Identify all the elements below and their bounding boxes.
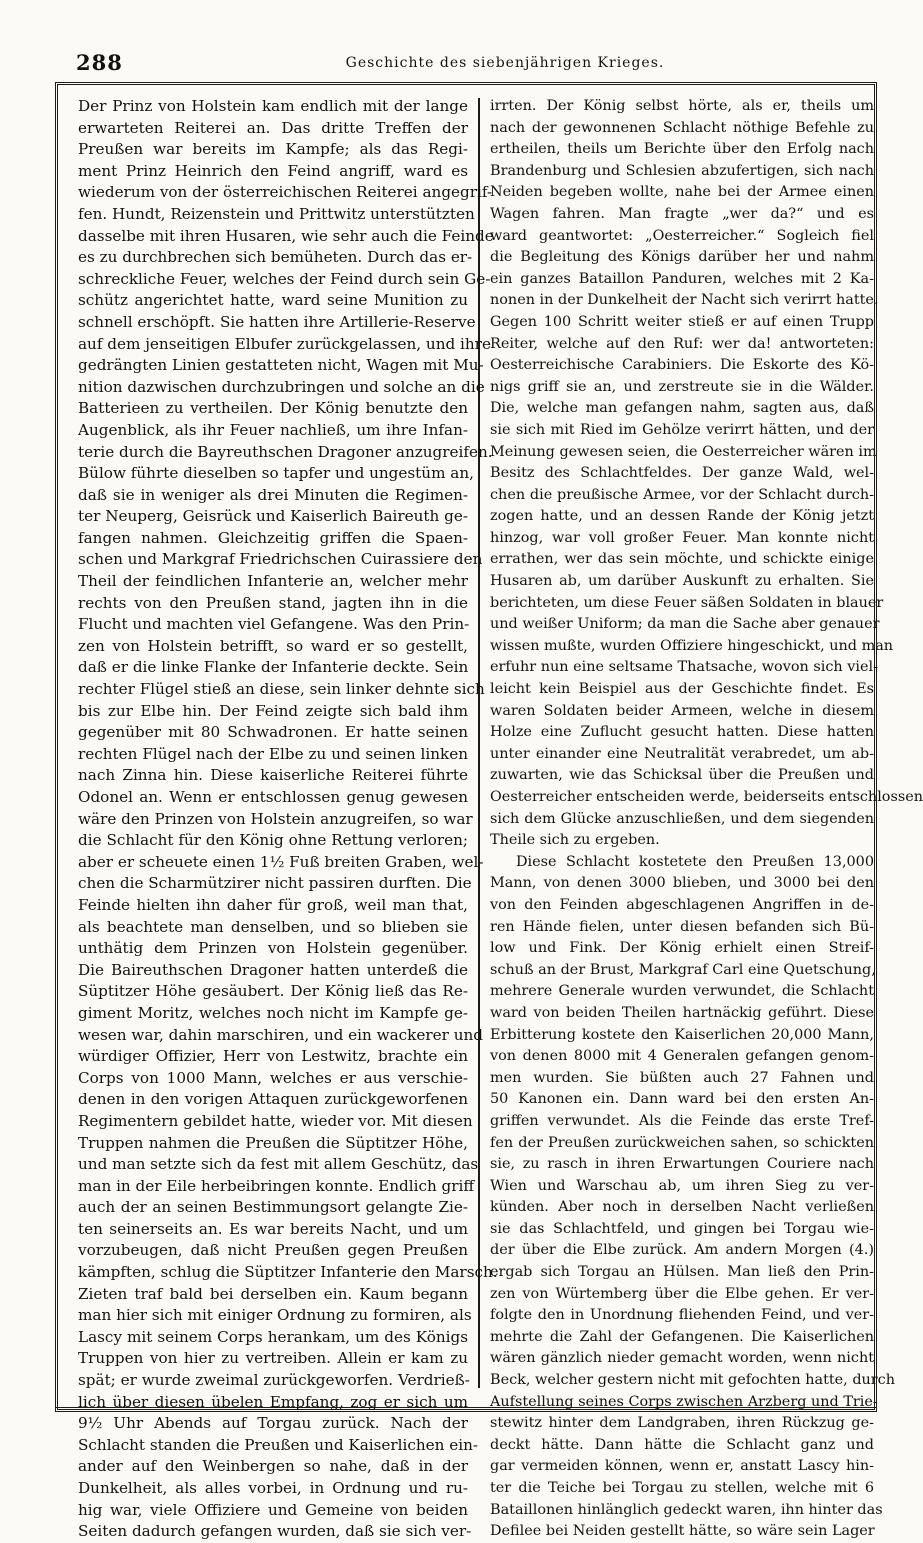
text-line: ward von beiden Theilen hartnäckig geführt. Diese	[490, 1004, 874, 1021]
text-line: zen von Würtemberg über die Elbe gehen. Er ver-	[490, 1285, 874, 1302]
text-line: 9½ Uhr Abends auf Torgau zurück. Nach der	[78, 1414, 468, 1433]
text-line: folgte den in Unordnung fliehenden Feind, und ver-	[490, 1307, 874, 1324]
text-line: chen die preußische Armee, vor der Schlacht durch-	[490, 486, 874, 503]
text-line: mehrte die Zahl der Gefangenen. Die Kaiserlichen	[490, 1328, 874, 1345]
text-line: nach der gewonnenen Schlacht nöthige Befehle zu	[490, 119, 874, 136]
text-line: wären gänzlich nieder gemacht worden, wenn nicht	[490, 1350, 874, 1367]
text-line: Diese Schlacht kostetete den Preußen 13,000	[516, 853, 874, 870]
text-line: Brandenburg und Schlesien abzufertigen, sich nach	[490, 162, 874, 179]
text-line: 50 Kanonen ein. Dann ward bei den ersten An-	[490, 1091, 874, 1108]
text-line: erwarteten Reiterei an. Das dritte Treffen der	[78, 118, 468, 137]
text-line: ter die Teiche bei Torgau zu stellen, welche mit 6	[490, 1480, 874, 1496]
running-title: Geschichte des siebenjährigen Krieges.	[345, 55, 665, 71]
text-line: men wurden. Sie büßten auch 27 Fahnen und	[490, 1069, 874, 1086]
text-line: wesen war, dahin marschiren, und ein wackerer und	[78, 1025, 483, 1044]
text-line: der über die Elbe zurück. Am andern Morgen (4.)	[490, 1242, 874, 1259]
text-line: ergab sich Torgau an Hülsen. Man ließ den Prin-	[490, 1264, 874, 1281]
text-line: mehrere Generale wurden verwundet, die Schlacht	[490, 983, 874, 1000]
text-line: unthätig dem Prinzen von Holstein gegenüber.	[78, 939, 468, 958]
text-line: als beachtete man denselben, und so blieben sie	[78, 917, 468, 936]
text-line: ment Prinz Heinrich den Feind angriff, ward es	[78, 161, 468, 180]
text-line: zen von Holstein betrifft, so ward er so gestellt,	[78, 636, 468, 655]
right-column	[490, 96, 923, 1540]
text-line: berichteten, um diese Feuer säßen Soldaten in blauer	[490, 594, 884, 611]
text-line: nonen in der Dunkelheit der Nacht sich verirrt hatte.	[490, 292, 879, 309]
text-line: Regimentern gebildet hatte, wieder vor. Mit diesen	[78, 1111, 473, 1130]
text-line: schnell erschöpft. Sie hatten ihre Artillerie-Reserve	[78, 312, 476, 331]
page-number: 288	[76, 50, 123, 75]
text-line: ten seinerseits an. Es war bereits Nacht, und um	[78, 1219, 468, 1238]
text-line: Defilee bei Neiden gestellt hätte, so wäre sein Lager	[490, 1523, 875, 1540]
text-line: Augenblick, als ihr Feuer nachließ, um ihre Infan-	[78, 420, 468, 439]
text-line: ward geantwortet: „Oesterreicher.“ Sogleich fiel	[490, 227, 874, 244]
text-line: nigs griff sie an, und zerstreute sie in die Wälder.	[490, 378, 874, 395]
text-line: Wien und Warschau ab, um ihren Sieg zu ver-	[490, 1177, 874, 1194]
text-line: Besitz des Schlachtfeldes. Der ganze Wald, wel-	[490, 465, 874, 482]
text-line: Dunkelheit, als alles vorbei, in Ordnung und ru-	[78, 1479, 468, 1497]
text-line: fen. Hundt, Reizenstein und Prittwitz unterstützten	[78, 204, 475, 223]
text-line: auch der an seinen Bestimmungsort gelangte Zie-	[78, 1198, 468, 1217]
text-line: zuwarten, wie das Schicksal über die Preußen und	[490, 767, 874, 784]
text-line: gedrängten Linien gestatteten nicht, Wagen mit Mu-	[78, 356, 484, 375]
text-line: sie das Schlachtfeld, und gingen bei Torgau wie-	[490, 1220, 874, 1237]
text-line: Neiden begeben wollte, nahe bei der Armee einen	[490, 184, 874, 201]
text-line: erfuhr nun eine seltsame Thatsache, wovon sich viel-	[490, 659, 878, 676]
text-line: gar vermeiden können, wenn er, anstatt Lascy hin-	[490, 1458, 874, 1475]
text-line: hig war, viele Offiziere und Gemeine von beiden	[78, 1500, 468, 1519]
text-line: irrten. Der König selbst hörte, als er, theils um	[490, 98, 874, 114]
text-line: unter einander eine Neutralität verabredet, um ab-	[490, 745, 874, 762]
text-line: rechts von den Preußen stand, jagten ihn in die	[78, 593, 468, 612]
text-line: chen die Scharmützirer nicht passiren durften. Die	[78, 874, 472, 893]
text-line: kämpften, schlug die Süptitzer Infanterie den Marsch.	[78, 1263, 498, 1282]
text-line: dasselbe mit ihren Husaren, wie sehr auch die Feinde	[78, 226, 494, 245]
text-line: Corps von 1000 Mann, welches er aus verschie-	[78, 1068, 468, 1087]
text-line: wäre den Prinzen von Holstein anzugreifen, so war	[78, 809, 473, 828]
text-line: Truppen von hier zu vertreiben. Allein er kam zu	[78, 1349, 468, 1368]
text-line: vorzubeugen, daß nicht Preußen gegen Preußen	[78, 1241, 468, 1260]
text-line: Theile sich zu ergeben.	[490, 832, 660, 849]
text-line: Aufstellung seines Corps zwischen Arzberg und Trie-	[490, 1393, 878, 1410]
text-line: sie, zu rasch in ihren Erwartungen Couriere nach	[490, 1156, 874, 1173]
text-line: Meinung gewesen seien, die Oesterreicher wären im	[490, 443, 877, 460]
text-line: fen der Preußen zurückweichen sahen, so schickten	[490, 1134, 874, 1151]
text-line: ter Neuperg, Geisrück und Kaiserlich Baireuth ge-	[78, 507, 468, 526]
text-line: Bataillonen hinlänglich gedeckt waren, ihn hinter das	[490, 1501, 883, 1518]
text-line: Odonel an. Wenn er entschlossen genug gewesen	[78, 788, 468, 806]
text-line: Oesterreicher entscheiden werde, beiderseits entschlossen	[490, 789, 923, 805]
text-line: künden. Aber noch in derselben Nacht verließen	[490, 1199, 874, 1216]
text-line: Reiter, welche auf den Ruf: wer da! antworteten:	[490, 335, 874, 352]
text-line: hinzog, war voll großer Feuer. Man konnte nicht	[490, 529, 874, 546]
text-line: man in der Eile herbeibringen konnte. Endlich griff	[78, 1176, 475, 1195]
text-line: deckt hätte. Dann hätte die Schlacht ganz und	[490, 1436, 874, 1453]
text-line: waren Soldaten beider Armeen, welche in diesem	[490, 702, 874, 719]
text-line: fangen nahmen. Gleichzeitig griffen die Spaen-	[78, 528, 468, 547]
text-line: Flucht und machten viel Gefangene. Was den Prin-	[78, 615, 470, 634]
text-line: schütz angerichtet hatte, ward seine Munition zu	[78, 291, 468, 310]
text-line: nach Zinna hin. Diese kaiserliche Reiterei führte	[78, 766, 468, 785]
text-line: giment Moritz, welches noch nicht im Kampfe ge-	[78, 1003, 468, 1022]
text-line: denen in den vorigen Attaquen zurückgeworfenen	[78, 1090, 468, 1109]
text-line: Lascy mit seinem Corps herankam, um des Königs	[78, 1327, 468, 1346]
text-line: Gegen 100 Schritt weiter stieß er auf einen Trupp	[490, 313, 874, 330]
left-column	[78, 96, 498, 1541]
text-line: Oesterreichische Carabiniers. Die Eskorte des Kö-	[490, 357, 874, 374]
text-line: zogen hatte, und an dessen Rande der König jetzt	[490, 508, 874, 525]
text-line: wiederum von der österreichischen Reiterei angegrif-	[78, 183, 493, 202]
text-line: man hier sich mit einiger Ordnung zu formiren, als	[78, 1306, 472, 1325]
text-line: Husaren ab, um darüber Auskunft zu erhalten. Sie	[490, 573, 874, 590]
text-line: ertheilen, theils um Berichte über den Erfolg nach	[490, 141, 874, 158]
text-line: sie sich mit Ried im Gehölze verirrt hätten, und der	[490, 421, 874, 438]
text-line: Süptitzer Höhe gesäubert. Der König ließ das Re-	[78, 982, 468, 1001]
text-line: Die, welche man gefangen nahm, sagten aus, daß	[490, 400, 874, 417]
text-line: Mann, von denen 3000 blieben, und 3000 bei den	[490, 875, 874, 892]
text-line: auf dem jenseitigen Elbufer zurückgelassen, und ihre	[78, 334, 491, 353]
text-line: ander auf den Weinbergen so nahe, daß in der	[78, 1457, 468, 1476]
text-line: errathen, wer das sein möchte, und schickte einige	[490, 551, 874, 568]
text-line: leicht kein Beispiel aus der Geschichte findet. Es	[490, 681, 874, 698]
text-line: low und Fink. Der König erhielt einen Streif-	[490, 940, 874, 957]
text-line: ren Hände fielen, unter diesen befanden sich Bü-	[490, 918, 874, 935]
text-line: rechten Flügel nach der Elbe zu und seinen linken	[78, 744, 468, 763]
text-line: Bülow führte dieselben so tapfer und ungestüm an,	[78, 464, 474, 483]
text-line: lich über diesen übelen Empfang, zog er sich um	[78, 1392, 468, 1411]
text-line: Holze eine Zuflucht gesucht hatten. Diese hatten	[490, 724, 874, 741]
text-line: terie durch die Bayreuthschen Dragoner anzugreifen.	[78, 442, 493, 461]
text-line: die Schlacht für den König ohne Rettung verloren;	[78, 831, 468, 850]
text-line: stewitz hinter dem Landgraben, ihren Rückzug ge-	[490, 1415, 874, 1432]
text-line: ein ganzes Bataillon Panduren, welches mit 2 Ka-	[490, 270, 874, 287]
text-line: aber er scheuete einen 1½ Fuß breiten Graben, wel-	[78, 852, 484, 871]
text-line: nition dazwischen durchzubringen und solche an die	[78, 377, 485, 396]
text-line: schen und Markgraf Friedrichschen Cuirassiere den	[78, 550, 483, 569]
text-line: rechter Flügel stieß an diese, sein linker dehnte sich	[78, 680, 485, 699]
text-line: Der Prinz von Holstein kam endlich mit der lange	[78, 97, 468, 115]
text-line: Erbitterung kostete den Kaiserlichen 20,000 Mann,	[490, 1026, 874, 1043]
text-line: gegenüber mit 80 Schwadronen. Er hatte seinen	[78, 723, 468, 742]
text-line: daß sie in weniger als drei Minuten die Regimen-	[78, 485, 468, 504]
text-line: Wagen fahren. Man fragte „wer da?“ und es	[490, 205, 874, 222]
text-line: bis zur Elbe hin. Der Feind zeigte sich bald ihm	[78, 701, 468, 720]
text-line: von den Feinden abgeschlagenen Angriffen in de-	[490, 896, 874, 913]
text-line: Batterieen zu vertheilen. Der König benutzte den	[78, 399, 468, 418]
text-line: Truppen nahmen die Preußen die Süptitzer Höhe,	[78, 1133, 468, 1152]
text-line: Beck, welcher gestern nicht mit gefochten hatte, durch	[490, 1372, 896, 1389]
text-line: würdiger Offizier, Herr von Lestwitz, brachte ein	[78, 1047, 468, 1066]
text-line: schuß an der Brust, Markgraf Carl eine Quetschung,	[490, 961, 876, 978]
text-line: und man setzte sich da fest mit allem Geschütz, das	[78, 1155, 479, 1174]
text-line: von denen 8000 mit 4 Generalen gefangen genom-	[490, 1048, 874, 1065]
text-line: Seiten dadurch gefangen wurden, daß sie sich ver-	[78, 1522, 472, 1541]
text-line: und weißer Uniform; da man die Sache aber genauer	[490, 616, 880, 633]
text-line: sich dem Glücke anzuschließen, und dem siegenden	[490, 810, 874, 827]
text-line: Die Baireuthschen Dragoner hatten unterdeß die	[78, 960, 468, 979]
text-line: Schlacht standen die Preußen und Kaiserlichen ein-	[78, 1435, 479, 1454]
text-line: die Begleitung des Königs darüber her und nahm	[490, 249, 874, 266]
text-line: griffen verwundet. Als die Feinde das erste Tref-	[490, 1112, 874, 1129]
text-line: Feinde hielten ihn daher für groß, weil man that,	[78, 895, 468, 914]
text-line: wissen mußte, wurden Offiziere hingeschickt, und man	[490, 637, 894, 654]
text-line: Preußen war bereits im Kampfe; als das Regi-	[78, 140, 468, 159]
text-line: Theil der feindlichen Infanterie an, welcher mehr	[78, 572, 468, 591]
text-line: daß er die linke Flanke der Infanterie deckte. Sein	[78, 658, 469, 677]
text-line: Zieten traf bald bei derselben ein. Kaum begann	[78, 1284, 468, 1303]
text-line: spät; er wurde zweimal zurückgeworfen. Verdrieß-	[78, 1371, 470, 1390]
text-line: es zu durchbrechen sich bemüheten. Durch das er-	[78, 248, 473, 267]
text-line: schreckliche Feuer, welches der Feind durch sein Ge-	[78, 269, 491, 288]
column-divider	[478, 98, 480, 1388]
